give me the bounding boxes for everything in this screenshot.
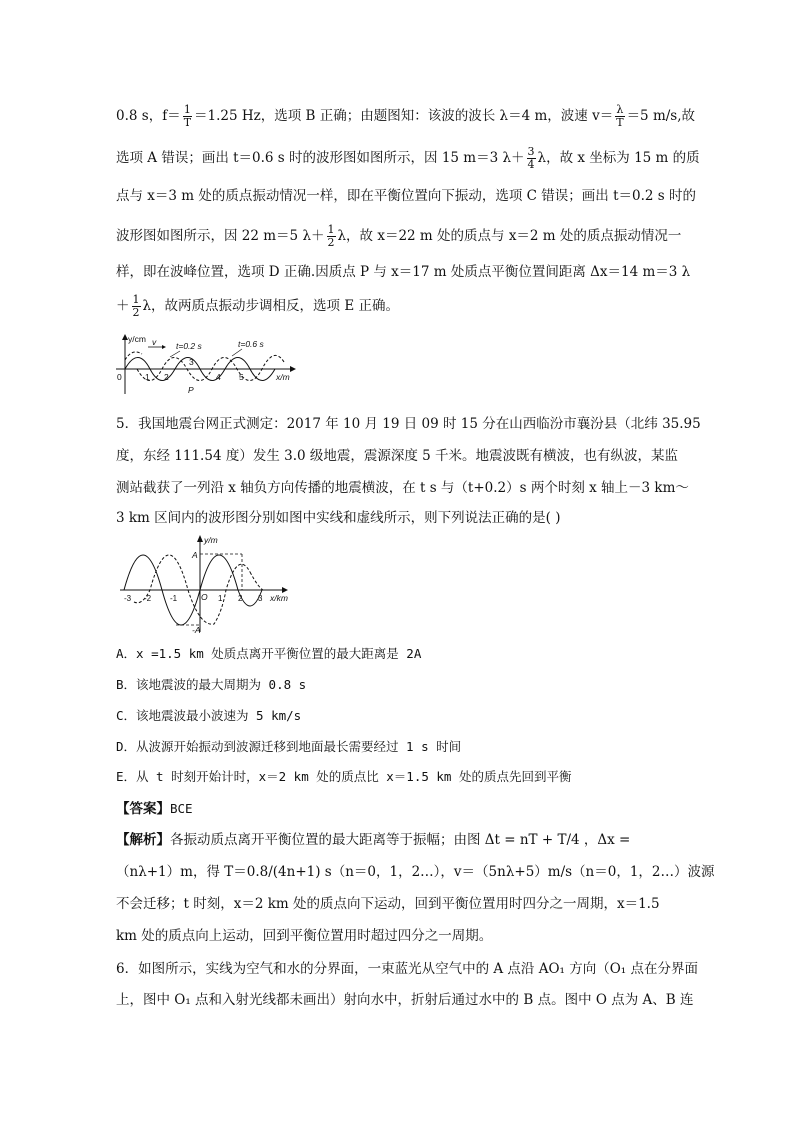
q6-line-2: 上，图中 O₁ 点和入射光线都未画出）射向水中，折射后通过水中的 B 点。图中 O 点为 A、B 连	[116, 992, 694, 1008]
solution-line-2: 选项 A 错误；画出 t＝0.6 s 时的波形图如图所示，因 15 m＝3 λ＋ $\frac{3}{4}$ λ，故 x 坐标为 15 m 的质	[116, 145, 700, 171]
q6-line-1: 6．如图所示，实线为空气和水的分界面，一束蓝光从空气中的 A 点沿 AO₁ 方向（O₁ 点在分界面	[116, 961, 699, 977]
analysis-line-2: （nλ+1）m，得 T＝0.8/(4n+1) s（n＝0，1，2…），v＝（5nλ+5）m/s（n＝0，1，2…）波源	[116, 864, 715, 880]
answer-value: BCE	[170, 801, 193, 816]
q5-line-1: 5．我国地震台网正式测定：2017 年 10 月 19 日 09 时 15 分在山西临汾市襄汾县（北纬 35.95	[116, 416, 701, 432]
fig1-tick-3: 3	[189, 357, 194, 367]
solution-line-3: 点与 x＝3 m 处的质点振动情况一样，即在平衡位置向下振动，选项 C 错误；画出 t＝0.2 s 时的	[116, 188, 696, 204]
q5-line-2: 度，东经 111.54 度）发生 3.0 级地震，震源深度 5 千米。地震波既有横波，也有纵波，某监	[116, 448, 679, 464]
wave-figure-2	[118, 532, 298, 636]
fig1-tick-5: 5	[239, 372, 244, 382]
fig1-v-label: v	[152, 337, 157, 347]
fraction-1-over-T: $\frac{1}{T}$	[183, 103, 192, 129]
fig2-tick-3: 3	[258, 594, 263, 603]
fig1-y-label: y/cm	[128, 334, 146, 344]
option-c: C．该地震波最小波速为 5 km/s	[116, 708, 302, 723]
fig1-t2-label: t=0.6 s	[238, 339, 264, 349]
fig2-dashed-wave-tail	[250, 572, 263, 590]
fig1-tick-4: 4	[216, 372, 221, 382]
analysis-line-4: km 处的质点向上运动，回到平衡位置用时超过四分之一周期。	[116, 928, 493, 944]
fig2-tick-neg3: -3	[124, 594, 132, 603]
fraction-1-2-b: $\frac{1}{2}$	[132, 293, 140, 319]
fig1-velocity-arrowhead	[162, 345, 166, 349]
fig1-dashed-wave-1	[137, 355, 284, 380]
solution-line-6: ＋ $\frac{1}{2}$ λ，故两质点振动步调相反，选项 E 正确。	[116, 293, 399, 319]
analysis-line-3: 不会迁移；t 时刻，x＝2 km 处的质点向下运动，回到平衡位置用时四分之一周期，x＝1.5	[116, 896, 660, 912]
fig2-origin: O	[201, 592, 208, 602]
option-e: E．从 t 时刻开始计时，x＝2 km 处的质点比 x＝1.5 km 处的质点先回到平衡	[116, 769, 572, 784]
fig2-tick-2: 2	[238, 594, 243, 603]
fig1-tick-2: 2	[164, 372, 169, 382]
fig1-p-label: P	[188, 385, 194, 395]
fraction-3-4: $\frac{3}{4}$	[527, 145, 535, 171]
analysis-label: 【解析】	[116, 832, 170, 848]
fig2-y-label: y/m	[204, 535, 218, 545]
answer-line	[116, 799, 686, 819]
q5-line-3: 测站截获了一列沿 x 轴负方向传播的地震横波，在 t s 与（t+0.2）s 两个时刻 x 轴上－3 km～	[116, 480, 689, 496]
fig2-A-top: A	[192, 550, 198, 560]
fig1-x-label: x/m	[276, 372, 290, 382]
fig2-tick-neg1: -1	[170, 594, 178, 603]
solution-line-4: 波形图如图所示，因 22 m＝5 λ＋ $\frac{1}{2}$ λ，故 x＝22 m 处的质点与 x＝2 m 处的质点振动情况一	[116, 223, 682, 249]
fig1-tick-1: 1	[145, 372, 150, 382]
fig2-tick-1: 1	[218, 594, 223, 603]
q5-line-4: 3 km 区间内的波形图分别如图中实线和虚线所示，则下列说法正确的是( )	[116, 510, 561, 526]
analysis-line-1: 【解析】各振动质点离开平衡位置的最大距离等于振幅；由图 Δt = nT + T/4 ，Δx =	[116, 832, 631, 848]
fig2-y-arrow	[197, 535, 203, 542]
fig1-x-arrow	[290, 366, 296, 372]
answer-label: 【答案】	[116, 801, 170, 817]
solution-line-5: 样，即在波峰位置，选项 D 正确.因质点 P 与 x＝17 m 处质点平衡位置间距离 Δx＝14 m＝3 λ	[116, 264, 691, 280]
fig2-A-bottom: -A	[192, 625, 201, 635]
fraction-lambda-over-T: $\frac{\lambda}{T}$	[616, 103, 624, 129]
solution-line-1: 0.8 s，f＝ $\frac{1}{T}$ ＝1.25 Hz，选项 B 正确；由题图知：该波的波长 λ＝4 m，波速 v＝ $\frac{\lambda}{T}$ ＝5 m/s,故	[116, 103, 696, 129]
fig2-tick-neg2: -2	[144, 594, 152, 603]
option-d: D．从波源开始振动到波源迁移到地面最长需要经过 1 s 时间	[116, 739, 462, 754]
fig1-t1-pointer	[170, 351, 180, 357]
option-b: B．该地震波的最大周期为 0.8 s	[116, 677, 307, 692]
fraction-1-2: $\frac{1}{2}$	[327, 223, 335, 249]
fig2-x-label: x/km	[270, 593, 288, 603]
fig1-t1-label: t=0.2 s	[176, 341, 202, 351]
option-a: A．x =1.5 km 处质点离开平衡位置的最大距离是 2A	[116, 646, 422, 661]
wave-figure-1	[112, 332, 302, 396]
fig1-origin: 0	[117, 372, 122, 382]
fig1-t2-pointer	[232, 349, 242, 356]
